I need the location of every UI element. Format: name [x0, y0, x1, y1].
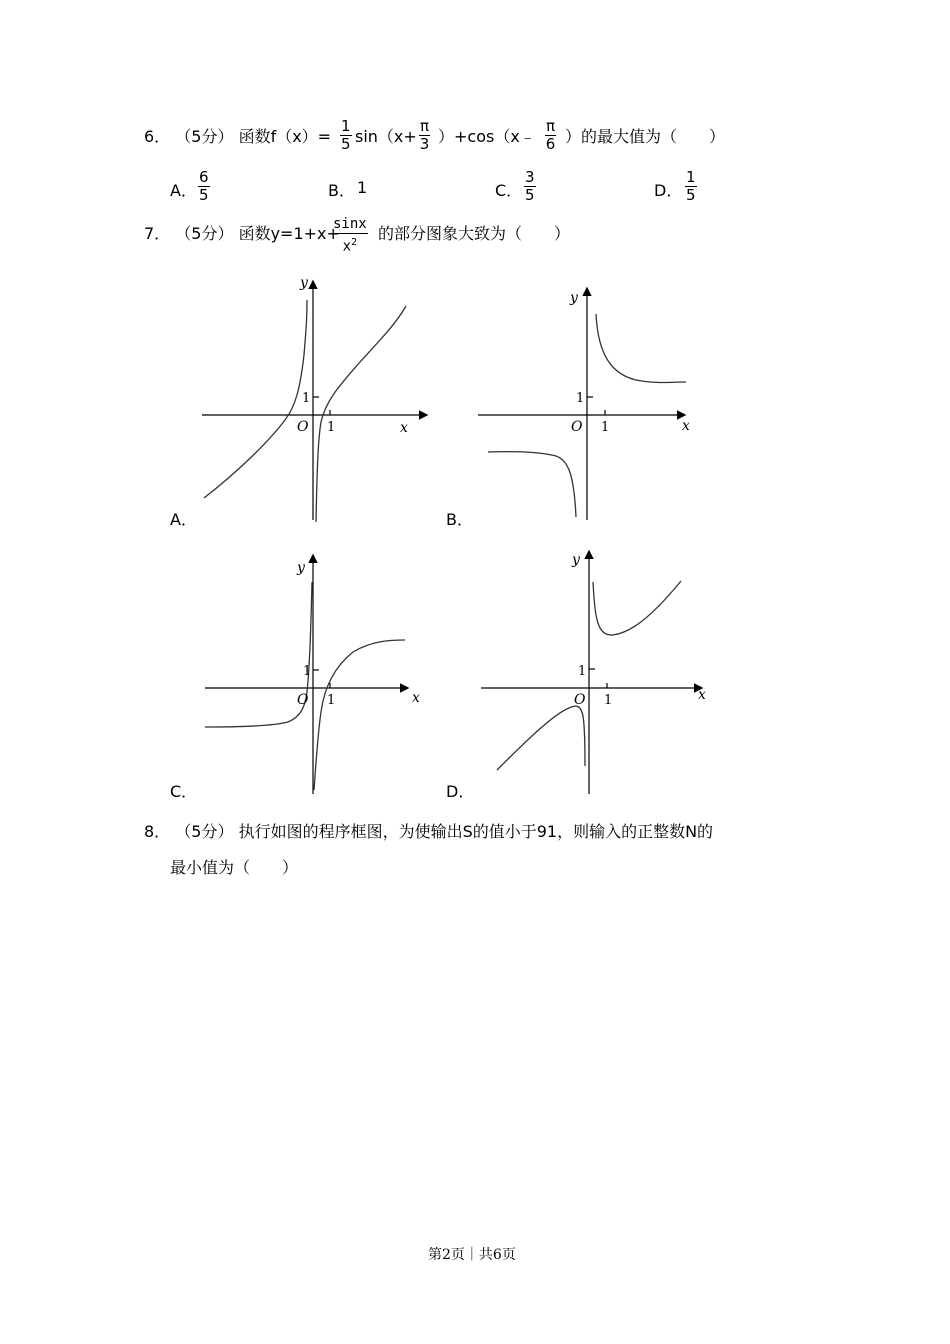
q7-option-d-label[interactable]: D．: [446, 782, 475, 801]
q6-option-d-num: 1: [686, 168, 696, 186]
x-one-label: 1: [601, 420, 610, 435]
x-axis-label: x: [682, 418, 690, 434]
q6-frac-3: [545, 118, 556, 153]
q6-option-c-den: 5: [525, 186, 535, 204]
q6-option-b-label[interactable]: B．: [328, 181, 355, 200]
q6-option-b-value: 1: [357, 178, 368, 197]
q6-text-d: ）的最大值为（ ）: [565, 127, 726, 146]
curve-left-branch: [205, 582, 312, 727]
q6-frac-2: [419, 118, 430, 153]
curve-right-branch: [596, 314, 686, 383]
q6-text-b: sin（x+: [355, 127, 417, 146]
q7-frac-den-exp: 2: [351, 237, 358, 248]
curve-right-branch: [314, 640, 405, 790]
x-one-label: 1: [327, 693, 336, 708]
q6-option-a-den: 5: [199, 186, 209, 204]
q8-stem-line2: 最小值为（ ）: [170, 858, 299, 877]
x-one-label: 1: [604, 693, 613, 708]
y-axis-label: y: [297, 560, 305, 576]
q6-option-c-num: 3: [525, 168, 535, 186]
q6-stem: [144, 127, 331, 147]
curve-left-branch: [497, 706, 585, 770]
y-axis-label: y: [572, 552, 580, 568]
q7-option-c-label[interactable]: C．: [170, 782, 198, 801]
q6-score: （5分）: [175, 127, 234, 146]
q7-option-b-label[interactable]: B．: [446, 510, 473, 529]
q6-frac-1-num: 1: [341, 117, 351, 135]
q6-number: 6．: [144, 127, 171, 146]
y-one-label: 1: [303, 664, 312, 679]
q7-frac-num: sinx: [333, 216, 367, 232]
x-axis-label: x: [400, 420, 408, 436]
q6-option-a-label[interactable]: A．: [170, 181, 197, 200]
q6-text-a: 函数f（x）=: [238, 127, 332, 146]
q7-graph-a: [200, 270, 440, 522]
y-one-label: 1: [578, 664, 587, 679]
y-one-label: 1: [576, 391, 585, 406]
q8-stem-line1: [144, 822, 713, 842]
y-axis-label: y: [570, 290, 578, 306]
q7-score: （5分）: [175, 224, 234, 243]
q7-text-a: 函数y=1+x+: [238, 224, 340, 243]
q6-option-a-frac: [198, 169, 210, 204]
q7-frac: [332, 216, 368, 256]
q6-option-d-label[interactable]: D．: [654, 181, 683, 200]
q6-frac-1: [340, 118, 352, 153]
q6-frac-3-num: π: [546, 117, 556, 135]
origin-label: O: [574, 692, 586, 708]
q8-text-line1: 执行如图的程序框图，为使输出S的值小于91，则输入的正整数N的: [238, 822, 714, 841]
q8-score: （5分）: [175, 822, 234, 841]
q7-stem: [144, 224, 340, 244]
origin-label: O: [297, 692, 309, 708]
q8-number: 8．: [144, 822, 171, 841]
q7-option-a-label[interactable]: A．: [170, 510, 197, 529]
curve-right-branch: [593, 581, 681, 635]
q6-option-a-num: 6: [199, 168, 209, 186]
q7-graph-c: [203, 552, 428, 796]
q7-graph-b: [476, 284, 698, 522]
x-one-label: 1: [327, 420, 336, 435]
q7-frac-den-base: x: [342, 238, 352, 255]
q7-text-b: 的部分图象大致为（ ）: [378, 224, 571, 243]
y-axis-label: y: [300, 275, 308, 291]
origin-label: O: [297, 419, 309, 435]
x-axis-label: x: [412, 690, 420, 706]
q6-frac-2-num: π: [420, 117, 430, 135]
x-axis-label: x: [698, 687, 706, 703]
q6-text-c: ）+cos（x﹣: [438, 127, 536, 146]
page-footer: 第2页｜共6页: [428, 1247, 516, 1263]
q6-option-c-frac: [524, 169, 536, 204]
q6-frac-2-den: 3: [419, 135, 430, 153]
q7-frac-den: [332, 234, 368, 256]
origin-label: O: [571, 419, 583, 435]
curve-left-branch: [204, 300, 307, 498]
q7-number: 7．: [144, 224, 171, 243]
q6-frac-3-den: 6: [545, 135, 556, 153]
q6-option-d-den: 5: [686, 186, 696, 204]
q6-option-c-label[interactable]: C．: [495, 181, 523, 200]
q7-graph-d: [479, 548, 711, 796]
curve-left-branch: [488, 452, 576, 517]
q6-frac-1-den: 5: [341, 135, 351, 153]
q6-option-d-frac: [685, 169, 697, 204]
y-one-label: 1: [302, 391, 311, 406]
